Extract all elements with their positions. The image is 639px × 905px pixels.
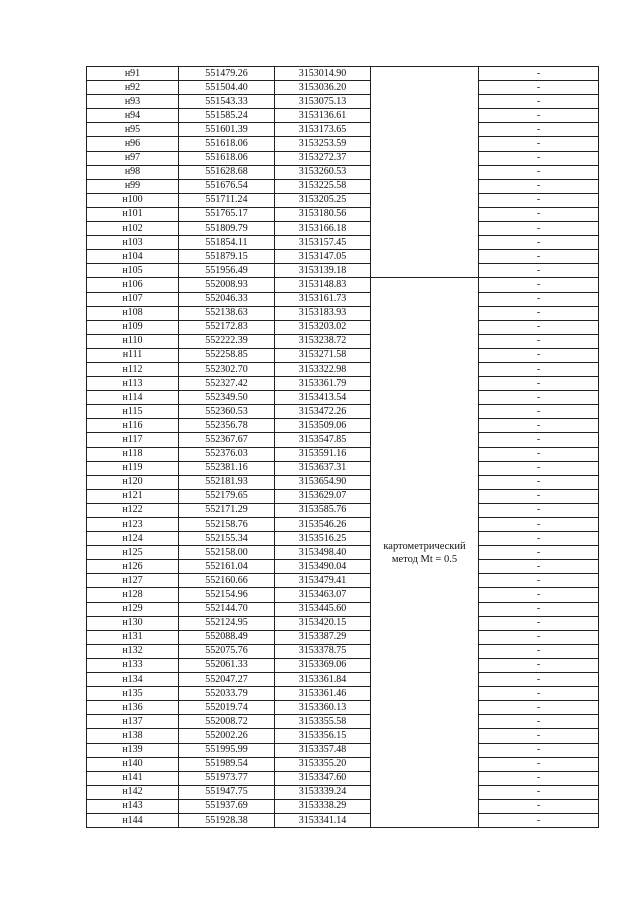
point-name-cell: н143	[87, 799, 179, 813]
x-coordinate-cell: 552181.93	[179, 475, 275, 489]
point-name-cell: н126	[87, 560, 179, 574]
table-row	[87, 658, 599, 672]
x-coordinate-cell: 552008.93	[179, 278, 275, 292]
description-cell: -	[479, 193, 599, 207]
x-coordinate-cell: 552327.42	[179, 377, 275, 391]
y-coordinate-cell: 3153629.07	[275, 489, 371, 503]
x-coordinate-cell: 551543.33	[179, 95, 275, 109]
x-coordinate-cell: 552124.95	[179, 616, 275, 630]
description-cell: -	[479, 391, 599, 405]
table-row	[87, 95, 599, 109]
x-coordinate-cell: 552222.39	[179, 334, 275, 348]
point-name-cell: н135	[87, 687, 179, 701]
method-label-line-2: метод Mt = 0.5	[391, 553, 458, 565]
y-coordinate-cell: 3153547.85	[275, 433, 371, 447]
x-coordinate-cell: 551676.54	[179, 179, 275, 193]
y-coordinate-cell: 3153148.83	[275, 278, 371, 292]
table-row	[87, 81, 599, 95]
coordinates-table-body	[87, 67, 599, 828]
point-name-cell: н142	[87, 785, 179, 799]
point-name-cell: н101	[87, 207, 179, 221]
description-cell: -	[479, 588, 599, 602]
table-row	[87, 771, 599, 785]
x-coordinate-cell: 552061.33	[179, 658, 275, 672]
x-coordinate-cell: 551973.77	[179, 771, 275, 785]
x-coordinate-cell: 552047.27	[179, 673, 275, 687]
point-name-cell: н122	[87, 503, 179, 517]
x-coordinate-cell: 551995.99	[179, 743, 275, 757]
x-coordinate-cell: 551479.26	[179, 67, 275, 81]
point-name-cell: н116	[87, 419, 179, 433]
y-coordinate-cell: 3153272.37	[275, 151, 371, 165]
point-name-cell: н114	[87, 391, 179, 405]
table-row	[87, 743, 599, 757]
description-cell: -	[479, 250, 599, 264]
description-cell: -	[479, 658, 599, 672]
y-coordinate-cell: 3153445.60	[275, 602, 371, 616]
table-row	[87, 377, 599, 391]
table-row	[87, 362, 599, 376]
point-name-cell: н115	[87, 405, 179, 419]
description-cell: -	[479, 306, 599, 320]
table-row	[87, 560, 599, 574]
y-coordinate-cell: 3153479.41	[275, 574, 371, 588]
point-name-cell: н94	[87, 109, 179, 123]
y-coordinate-cell: 3153203.02	[275, 320, 371, 334]
x-coordinate-cell: 552088.49	[179, 630, 275, 644]
x-coordinate-cell: 551618.06	[179, 151, 275, 165]
y-coordinate-cell: 3153180.56	[275, 207, 371, 221]
table-row	[87, 546, 599, 560]
y-coordinate-cell: 3153036.20	[275, 81, 371, 95]
x-coordinate-cell: 551989.54	[179, 757, 275, 771]
y-coordinate-cell: 3153490.04	[275, 560, 371, 574]
description-cell: -	[479, 799, 599, 813]
description-cell: -	[479, 489, 599, 503]
table-row	[87, 630, 599, 644]
x-coordinate-cell: 551765.17	[179, 207, 275, 221]
table-row	[87, 151, 599, 165]
description-cell: -	[479, 207, 599, 221]
description-cell: -	[479, 546, 599, 560]
description-cell: -	[479, 419, 599, 433]
point-name-cell: н127	[87, 574, 179, 588]
y-coordinate-cell: 3153591.16	[275, 447, 371, 461]
description-cell: -	[479, 179, 599, 193]
point-name-cell: н130	[87, 616, 179, 630]
x-coordinate-cell: 551928.38	[179, 813, 275, 827]
point-name-cell: н92	[87, 81, 179, 95]
description-cell: -	[479, 503, 599, 517]
description-cell: -	[479, 715, 599, 729]
x-coordinate-cell: 552376.03	[179, 447, 275, 461]
point-name-cell: н91	[87, 67, 179, 81]
y-coordinate-cell: 3153472.26	[275, 405, 371, 419]
x-coordinate-cell: 552349.50	[179, 391, 275, 405]
description-cell: -	[479, 616, 599, 630]
table-row	[87, 701, 599, 715]
point-name-cell: н117	[87, 433, 179, 447]
table-row	[87, 813, 599, 827]
y-coordinate-cell: 3153357.48	[275, 743, 371, 757]
x-coordinate-cell: 552154.96	[179, 588, 275, 602]
description-cell: -	[479, 405, 599, 419]
table-row	[87, 461, 599, 475]
y-coordinate-cell: 3153225.58	[275, 179, 371, 193]
y-coordinate-cell: 3153136.61	[275, 109, 371, 123]
x-coordinate-cell: 552158.00	[179, 546, 275, 560]
y-coordinate-cell: 3153361.84	[275, 673, 371, 687]
y-coordinate-cell: 3153361.79	[275, 377, 371, 391]
description-cell: -	[479, 264, 599, 278]
x-coordinate-cell: 552138.63	[179, 306, 275, 320]
table-row	[87, 222, 599, 236]
point-name-cell: н137	[87, 715, 179, 729]
coordinates-table	[86, 66, 599, 828]
description-cell: -	[479, 165, 599, 179]
x-coordinate-cell: 552158.76	[179, 518, 275, 532]
table-row	[87, 433, 599, 447]
point-name-cell: н123	[87, 518, 179, 532]
y-coordinate-cell: 3153173.65	[275, 123, 371, 137]
description-cell: -	[479, 461, 599, 475]
table-row	[87, 715, 599, 729]
point-name-cell: н109	[87, 320, 179, 334]
method-label-line-1: картометрический	[383, 540, 466, 552]
x-coordinate-cell: 552381.16	[179, 461, 275, 475]
point-name-cell: н129	[87, 602, 179, 616]
table-row	[87, 109, 599, 123]
x-coordinate-cell: 551809.79	[179, 222, 275, 236]
y-coordinate-cell: 3153238.72	[275, 334, 371, 348]
y-coordinate-cell: 3153654.90	[275, 475, 371, 489]
description-cell: -	[479, 560, 599, 574]
x-coordinate-cell: 552075.76	[179, 644, 275, 658]
table-row	[87, 123, 599, 137]
description-cell: -	[479, 81, 599, 95]
description-cell: -	[479, 362, 599, 376]
point-name-cell: н144	[87, 813, 179, 827]
x-coordinate-cell: 551956.49	[179, 264, 275, 278]
x-coordinate-cell: 552172.83	[179, 320, 275, 334]
y-coordinate-cell: 3153166.18	[275, 222, 371, 236]
table-row	[87, 320, 599, 334]
description-cell: -	[479, 222, 599, 236]
table-row	[87, 278, 599, 292]
point-name-cell: н93	[87, 95, 179, 109]
y-coordinate-cell: 3153338.29	[275, 799, 371, 813]
x-coordinate-cell: 552002.26	[179, 729, 275, 743]
point-name-cell: н132	[87, 644, 179, 658]
table-row	[87, 419, 599, 433]
description-cell: -	[479, 602, 599, 616]
point-name-cell: н95	[87, 123, 179, 137]
table-row	[87, 137, 599, 151]
x-coordinate-cell: 551585.24	[179, 109, 275, 123]
table-row	[87, 757, 599, 771]
description-cell: -	[479, 687, 599, 701]
table-row	[87, 785, 599, 799]
table-row	[87, 532, 599, 546]
description-cell: -	[479, 320, 599, 334]
description-cell: -	[479, 630, 599, 644]
y-coordinate-cell: 3153420.15	[275, 616, 371, 630]
point-name-cell: н140	[87, 757, 179, 771]
table-row	[87, 518, 599, 532]
table-row	[87, 193, 599, 207]
point-name-cell: н133	[87, 658, 179, 672]
description-cell: -	[479, 644, 599, 658]
y-coordinate-cell: 3153355.58	[275, 715, 371, 729]
table-row	[87, 250, 599, 264]
point-name-cell: н96	[87, 137, 179, 151]
point-name-cell: н97	[87, 151, 179, 165]
x-coordinate-cell: 552161.04	[179, 560, 275, 574]
x-coordinate-cell: 552302.70	[179, 362, 275, 376]
point-name-cell: н138	[87, 729, 179, 743]
x-coordinate-cell: 552008.72	[179, 715, 275, 729]
y-coordinate-cell: 3153322.98	[275, 362, 371, 376]
table-row	[87, 334, 599, 348]
y-coordinate-cell: 3153183.93	[275, 306, 371, 320]
point-name-cell: н108	[87, 306, 179, 320]
point-name-cell: н105	[87, 264, 179, 278]
description-cell: -	[479, 701, 599, 715]
point-name-cell: н139	[87, 743, 179, 757]
x-coordinate-cell: 551618.06	[179, 137, 275, 151]
table-row	[87, 574, 599, 588]
description-cell: -	[479, 292, 599, 306]
x-coordinate-cell: 552046.33	[179, 292, 275, 306]
table-row	[87, 447, 599, 461]
point-name-cell: н136	[87, 701, 179, 715]
x-coordinate-cell: 552179.65	[179, 489, 275, 503]
description-cell: -	[479, 278, 599, 292]
table-row	[87, 292, 599, 306]
description-cell: -	[479, 475, 599, 489]
x-coordinate-cell: 552258.85	[179, 348, 275, 362]
description-cell: -	[479, 785, 599, 799]
y-coordinate-cell: 3153161.73	[275, 292, 371, 306]
table-row	[87, 236, 599, 250]
x-coordinate-cell: 551628.68	[179, 165, 275, 179]
point-name-cell: н124	[87, 532, 179, 546]
table-row	[87, 588, 599, 602]
y-coordinate-cell: 3153413.54	[275, 391, 371, 405]
y-coordinate-cell: 3153014.90	[275, 67, 371, 81]
point-name-cell: н99	[87, 179, 179, 193]
description-cell: -	[479, 67, 599, 81]
y-coordinate-cell: 3153516.25	[275, 532, 371, 546]
y-coordinate-cell: 3153360.13	[275, 701, 371, 715]
description-cell: -	[479, 377, 599, 391]
point-name-cell: н120	[87, 475, 179, 489]
point-name-cell: н125	[87, 546, 179, 560]
point-name-cell: н111	[87, 348, 179, 362]
table-row	[87, 729, 599, 743]
table-row	[87, 405, 599, 419]
description-cell: -	[479, 123, 599, 137]
description-cell: -	[479, 673, 599, 687]
table-row	[87, 306, 599, 320]
y-coordinate-cell: 3153253.59	[275, 137, 371, 151]
point-name-cell: н100	[87, 193, 179, 207]
x-coordinate-cell: 552367.67	[179, 433, 275, 447]
table-row	[87, 687, 599, 701]
point-name-cell: н107	[87, 292, 179, 306]
table-row	[87, 602, 599, 616]
y-coordinate-cell: 3153369.06	[275, 658, 371, 672]
description-cell: -	[479, 433, 599, 447]
description-cell: -	[479, 109, 599, 123]
y-coordinate-cell: 3153147.05	[275, 250, 371, 264]
table-row	[87, 179, 599, 193]
description-cell: -	[479, 137, 599, 151]
description-cell: -	[479, 151, 599, 165]
x-coordinate-cell: 552160.66	[179, 574, 275, 588]
y-coordinate-cell: 3153347.60	[275, 771, 371, 785]
table-row	[87, 644, 599, 658]
table-row	[87, 475, 599, 489]
x-coordinate-cell: 551711.24	[179, 193, 275, 207]
x-coordinate-cell: 552360.53	[179, 405, 275, 419]
y-coordinate-cell: 3153361.46	[275, 687, 371, 701]
description-cell: -	[479, 532, 599, 546]
description-cell: -	[479, 813, 599, 827]
description-cell: -	[479, 95, 599, 109]
description-cell: -	[479, 743, 599, 757]
description-cell: -	[479, 729, 599, 743]
y-coordinate-cell: 3153509.06	[275, 419, 371, 433]
x-coordinate-cell: 552171.29	[179, 503, 275, 517]
y-coordinate-cell: 3153355.20	[275, 757, 371, 771]
table-row	[87, 165, 599, 179]
y-coordinate-cell: 3153378.75	[275, 644, 371, 658]
point-name-cell: н113	[87, 377, 179, 391]
x-coordinate-cell: 552155.34	[179, 532, 275, 546]
table-row	[87, 391, 599, 405]
point-name-cell: н106	[87, 278, 179, 292]
table-row	[87, 207, 599, 221]
y-coordinate-cell: 3153339.24	[275, 785, 371, 799]
description-cell: -	[479, 574, 599, 588]
point-name-cell: н102	[87, 222, 179, 236]
y-coordinate-cell: 3153139.18	[275, 264, 371, 278]
x-coordinate-cell: 552356.78	[179, 419, 275, 433]
point-name-cell: н134	[87, 673, 179, 687]
y-coordinate-cell: 3153075.13	[275, 95, 371, 109]
table-row	[87, 489, 599, 503]
x-coordinate-cell: 551504.40	[179, 81, 275, 95]
point-name-cell: н104	[87, 250, 179, 264]
method-cell	[371, 278, 479, 828]
method-cell-empty	[371, 67, 479, 278]
x-coordinate-cell: 551947.75	[179, 785, 275, 799]
point-name-cell: н112	[87, 362, 179, 376]
table-row	[87, 799, 599, 813]
x-coordinate-cell: 551854.11	[179, 236, 275, 250]
y-coordinate-cell: 3153585.76	[275, 503, 371, 517]
x-coordinate-cell: 552144.70	[179, 602, 275, 616]
point-name-cell: н98	[87, 165, 179, 179]
y-coordinate-cell: 3153271.58	[275, 348, 371, 362]
x-coordinate-cell: 552019.74	[179, 701, 275, 715]
description-cell: -	[479, 447, 599, 461]
table-row	[87, 616, 599, 630]
point-name-cell: н128	[87, 588, 179, 602]
description-cell: -	[479, 236, 599, 250]
y-coordinate-cell: 3153463.07	[275, 588, 371, 602]
description-cell: -	[479, 348, 599, 362]
table-row	[87, 348, 599, 362]
y-coordinate-cell: 3153498.40	[275, 546, 371, 560]
x-coordinate-cell: 551601.39	[179, 123, 275, 137]
x-coordinate-cell: 552033.79	[179, 687, 275, 701]
y-coordinate-cell: 3153546.26	[275, 518, 371, 532]
point-name-cell: н118	[87, 447, 179, 461]
point-name-cell: н119	[87, 461, 179, 475]
y-coordinate-cell: 3153341.14	[275, 813, 371, 827]
point-name-cell: н141	[87, 771, 179, 785]
point-name-cell: н131	[87, 630, 179, 644]
table-row	[87, 673, 599, 687]
point-name-cell: н110	[87, 334, 179, 348]
description-cell: -	[479, 334, 599, 348]
table-row	[87, 67, 599, 81]
point-name-cell: н103	[87, 236, 179, 250]
description-cell: -	[479, 518, 599, 532]
point-name-cell: н121	[87, 489, 179, 503]
x-coordinate-cell: 551879.15	[179, 250, 275, 264]
y-coordinate-cell: 3153637.31	[275, 461, 371, 475]
y-coordinate-cell: 3153157.45	[275, 236, 371, 250]
x-coordinate-cell: 551937.69	[179, 799, 275, 813]
y-coordinate-cell: 3153260.53	[275, 165, 371, 179]
description-cell: -	[479, 771, 599, 785]
description-cell: -	[479, 757, 599, 771]
y-coordinate-cell: 3153356.15	[275, 729, 371, 743]
y-coordinate-cell: 3153205.25	[275, 193, 371, 207]
table-row	[87, 264, 599, 278]
table-row	[87, 503, 599, 517]
y-coordinate-cell: 3153387.29	[275, 630, 371, 644]
